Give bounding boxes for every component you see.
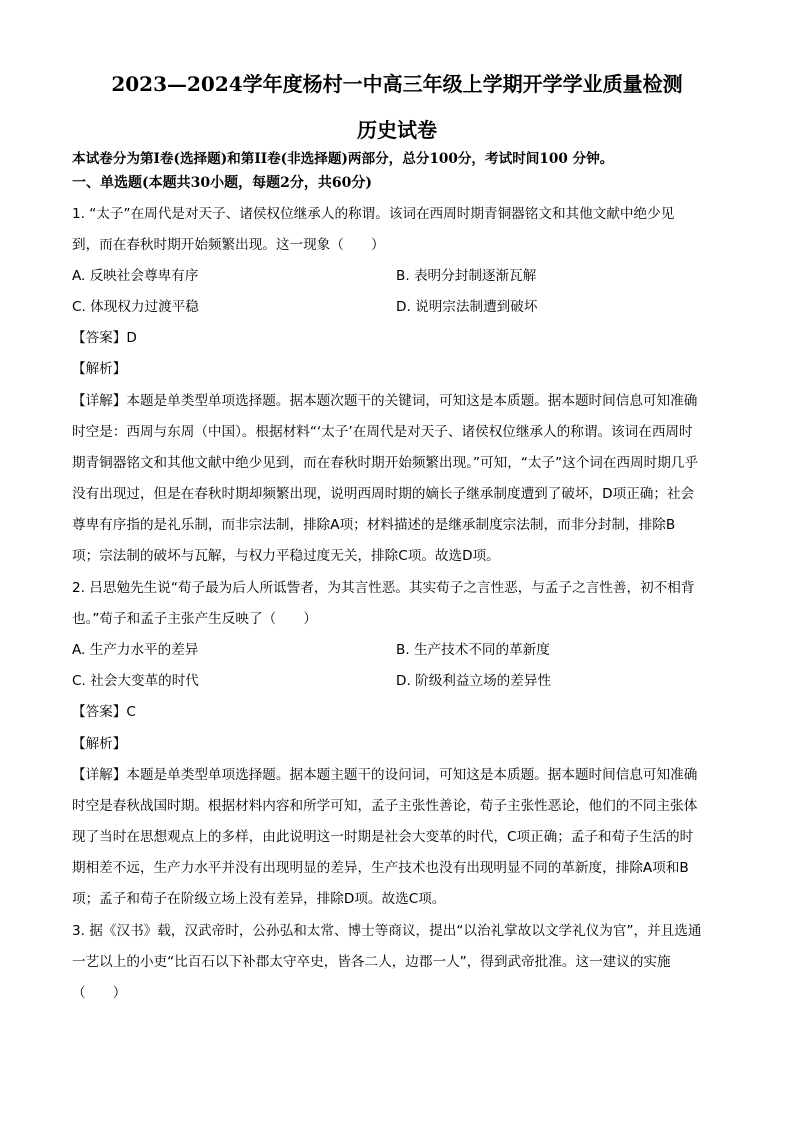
question-3-stem-line-1: 3. 据《汉书》载，汉武帝时，公孙弘和太常、博士等商议，提出“以治礼掌故以文学礼仪为官”，并且选通: [72, 923, 702, 939]
question-1-detail-line-4: 没有出现过，但是在春秋时期却频繁出现，说明西周时期的嫡长子继承制度遭到了破坏，D项正确；社会: [72, 486, 695, 502]
question-2-detail-line-3: 现了当时在思想观点上的多样，由此说明这一时期是社会大变革的时代，C项正确；孟子和荀子生活的时: [72, 829, 694, 845]
question-1-answer: 【答案】D: [72, 330, 137, 346]
question-1-detail-line-1: 【详解】本题是单类型单项选择题。据本题次题干的关键词，可知这是本质题。据本题时间信息可知准确: [72, 393, 698, 409]
question-1-analysis-label: 【解析】: [72, 361, 127, 377]
question-2-option-d: D. 阶级利益立场的差异性: [396, 673, 552, 689]
question-1-option-b: B. 表明分封制逐渐瓦解: [396, 268, 537, 284]
question-1-detail-line-6: 项；宗法制的破坏与瓦解，与权力平稳过度无关，排除C项。故选D项。: [72, 548, 500, 564]
question-1-detail-line-5: 尊卑有序指的是礼乐制，而非宗法制，排除A项；材料描述的是继承制度宗法制，而非分封制，排除B: [72, 517, 676, 533]
question-1-stem-line-1: 1. “太子”在周代是对天子、诸侯权位继承人的称谓。该词在西周时期青铜器铭文和其他文献中绝少见: [72, 206, 675, 222]
question-2-stem-line-1: 2. 吕思勉先生说“荀子最为后人所诋訾者，为其言性恶。其实荀子之言性恶，与孟子之言性善，初不相背: [72, 580, 695, 596]
question-2-option-b: B. 生产技术不同的革新度: [396, 642, 550, 658]
question-1-option-a: A. 反映社会尊卑有序: [72, 268, 199, 284]
question-1-stem-line-2: 到，而在春秋时期开始频繁出现。这一现象（ ）: [72, 237, 385, 253]
question-2-detail-line-4: 期相差不远，生产力水平并没有出现明显的差异，生产技术也没有出现明显不同的革新度，排除A项和B: [72, 860, 689, 876]
question-3-stem-line-2: 一艺以上的小吏“比百石以下补郡太守卒史，皆各二人，边郡一人”，得到武帝批准。这一建议的实施: [72, 954, 671, 970]
question-3-stem-line-3: （ ）: [72, 985, 127, 1001]
question-2-analysis-label: 【解析】: [72, 736, 127, 752]
question-2-detail-line-2: 时空是春秋战国时期。根据材料内容和所学可知，孟子主张性善论，荀子主张性恶论，他们的不同主张体: [72, 798, 698, 814]
exam-title: 2023—2024学年度杨村一中高三年级上学期开学学业质量检测: [111, 72, 683, 96]
question-2-answer: 【答案】C: [72, 704, 136, 720]
exam-instructions: 本试卷分为第I卷(选择题)和第II卷(非选择题)两部分，总分100分，考试时间100 分钟。: [72, 151, 614, 167]
question-2-option-a: A. 生产力水平的差异: [72, 642, 199, 658]
question-2-detail-line-1: 【详解】本题是单类型单项选择题。据本题主题干的设问词，可知这是本质题。据本题时间信息可知准确: [72, 767, 698, 783]
question-2-detail-line-5: 项；孟子和荀子在阶级立场上没有差异，排除D项。故选C项。: [72, 891, 446, 907]
question-2-option-c: C. 社会大变革的时代: [72, 673, 199, 689]
question-2-stem-line-2: 也。”荀子和孟子主张产生反映了（ ）: [72, 611, 317, 627]
question-1-option-c: C. 体现权力过渡平稳: [72, 299, 199, 315]
exam-subtitle: 历史试卷: [357, 118, 437, 142]
question-1-option-d: D. 说明宗法制遭到破坏: [396, 299, 538, 315]
question-1-detail-line-2: 时空是：西周与东周（中国）。根据材料“‘太子’在周代是对天子、诸侯权位继承人的称谓。该词在西周时: [72, 424, 693, 440]
question-1-detail-line-3: 期青铜器铭文和其他文献中绝少见到，而在春秋时期开始频繁出现。”可知，“太子”这个词在西周时期几乎: [72, 455, 699, 471]
section-heading: 一、单选题(本题共30小题，每题2分，共60分): [72, 175, 372, 191]
